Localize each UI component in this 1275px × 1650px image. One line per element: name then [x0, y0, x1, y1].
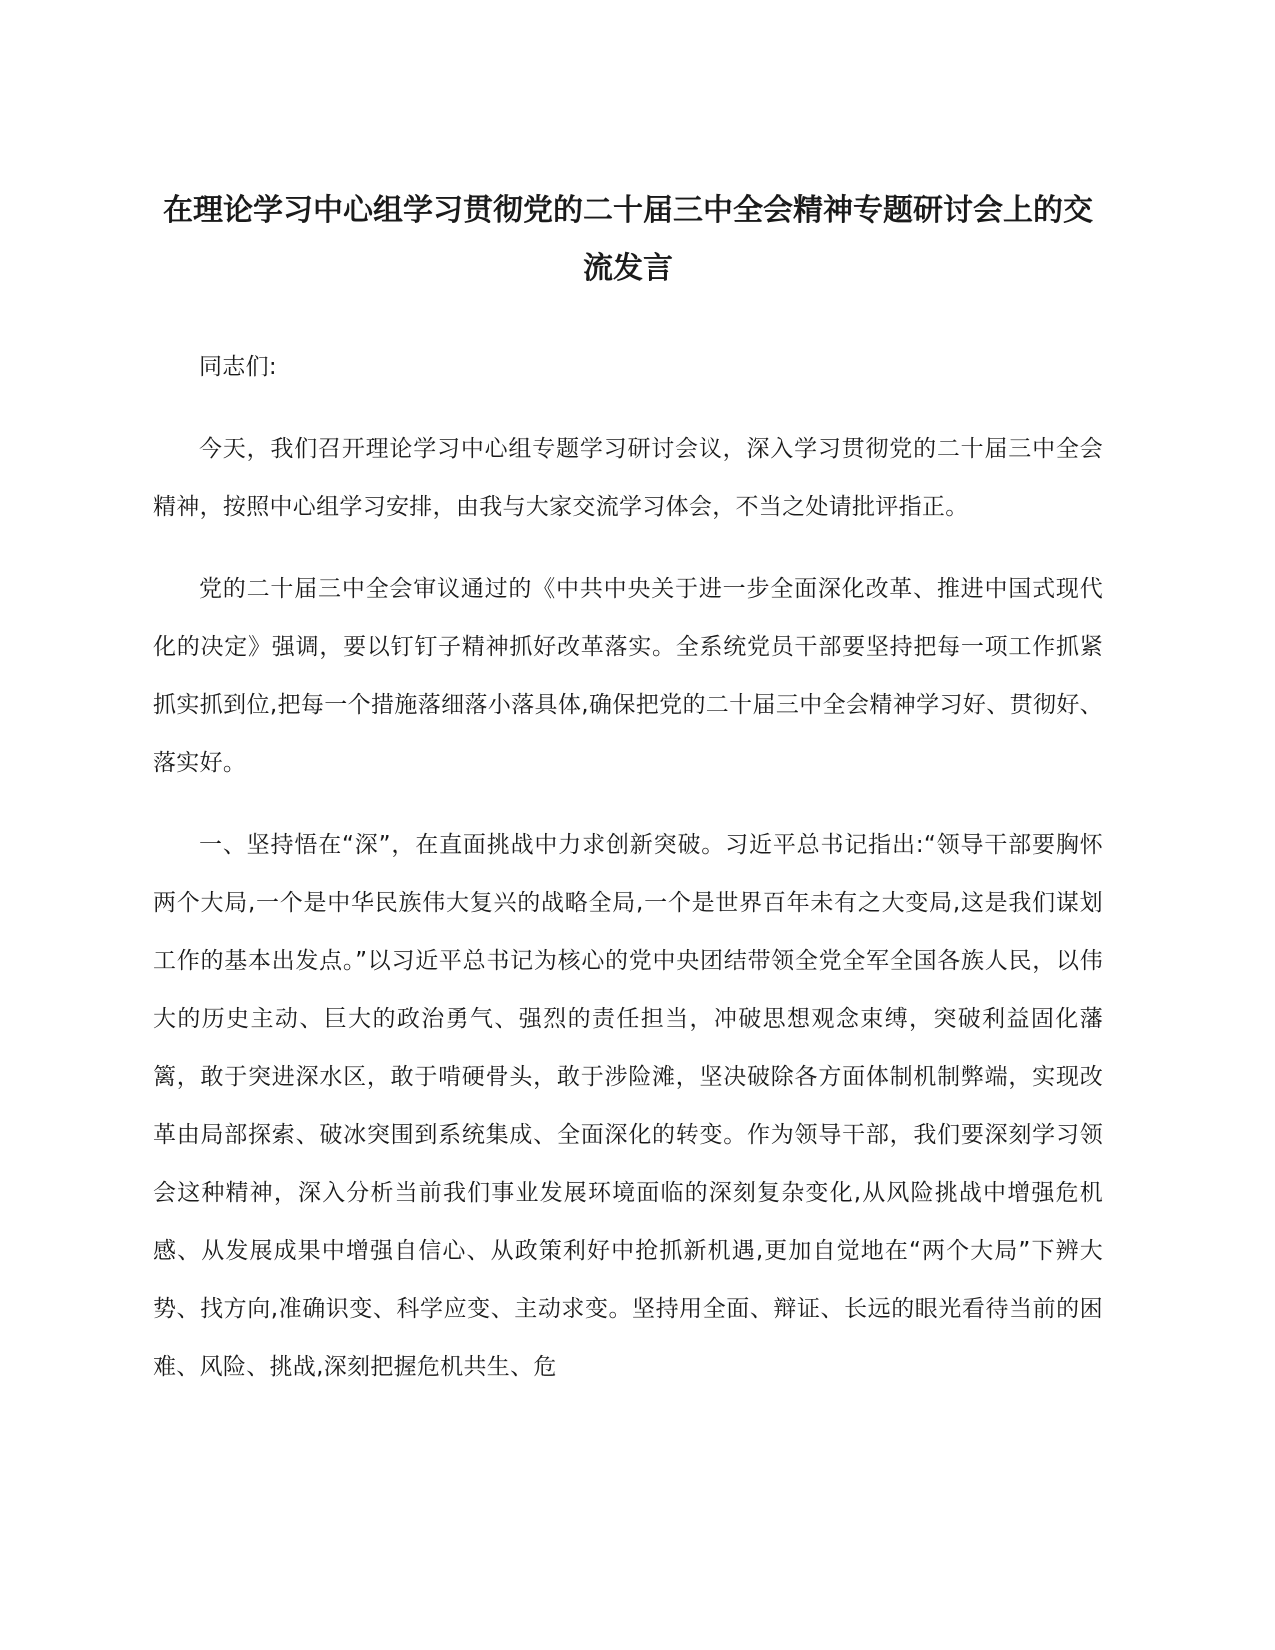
paragraph-section-one: 一、坚持悟在“深”，在直面挑战中力求创新突破。习近平总书记指出:“领导干部要胸怀两个大局,一个是中华民族伟大复兴的战略全局,一个是世界百年未有之大变局,这是我们谋划工作的基本出发点。”以习近平总书记为核心的党中央团结带领全党全军全国各族人民，以伟大的历史主动、巨大的政治勇气、强烈的责任担当，冲破思想观念束缚，突破利益固化藩篱，敢于突进深水区，敢于啃硬骨头，敢于涉险滩，坚决破除各方面体制机制弊端，实现改革由局部探索、破冰突围到系统集成、全面深化的转变。作为领导干部，我们要深刻学习领会这种精神，深入分析当前我们事业发展环境面临的深刻复杂变化,从风险挑战中增强危机感、从发展成果中增强自信心、从政策利好中抢抓新机遇,更加自觉地在“两个大局”下辨大势、找方向,准确识变、科学应变、主动求变。坚持用全面、辩证、长远的眼光看待当前的困难、风险、挑战,深刻把握危机共生、危 [153, 832, 1103, 1380]
salutation: 同志们: [199, 354, 277, 380]
document-title: 在理论学习中心组学习贯彻党的二十届三中全会精神专题研讨会上的交流发言 [163, 193, 1093, 286]
paragraph-decision: 党的二十届三中全会审议通过的《中共中央关于进一步全面深化改革、推进中国式现代化的决定》强调，要以钉钉子精神抓好改革落实。全系统党员干部要坚持把每一项工作抓紧抓实抓到位,把每一个措施落细落小落具体,确保把党的二十届三中全会精神学习好、贯彻好、落实好。 [153, 576, 1103, 776]
paragraph-intro: 今天，我们召开理论学习中心组专题学习研讨会议，深入学习贯彻党的二十届三中全会精神，按照中心组学习安排，由我与大家交流学习体会，不当之处请批评指正。 [153, 436, 1103, 520]
document-body [153, 182, 1103, 1420]
